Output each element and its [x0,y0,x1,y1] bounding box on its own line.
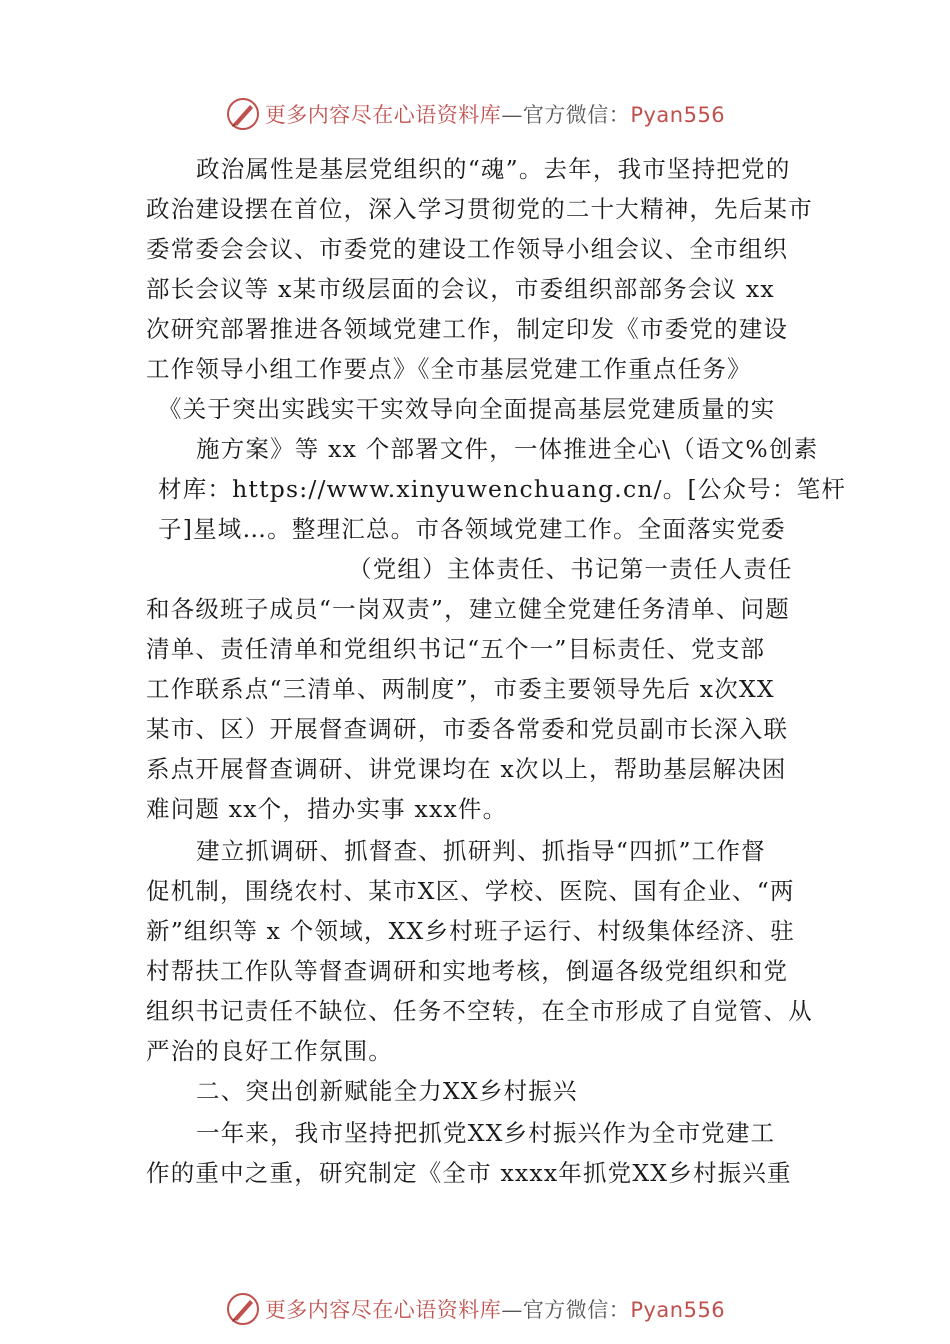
banner-wechat-id: Pyan556 [630,1298,726,1322]
pen-logo-icon [225,96,261,132]
banner-lead: 更多内容尽在心语资料库 [264,1298,502,1322]
header-banner [0,92,950,136]
text-line: 和各级班子成员“一岗双责”，建立健全党建任务清单、问题 [146,595,790,623]
text-line: 系点开展督查调研、讲党课均在 x次以上，帮助基层解决困 [146,755,787,783]
text-line: 难问题 xx个，措办实事 xxx件。 [146,795,508,823]
banner-text [265,1294,725,1324]
text-line: （党组）主体责任、书记第一责任人责任 [348,555,793,583]
text-line: 材库：https://www.xinyuwenchuang.cn/。[公众号：笔杆 [158,475,847,503]
text-line: 子]星域…。整理汇总。市各领域党建工作。全面落实党委 [158,515,786,543]
text-line: 严治的良好工作氛围。 [146,1037,393,1065]
text-line: 《关于突出实践实干实效导向全面提高基层党建质量的实 [158,395,776,423]
banner-wechat-id: Pyan556 [630,103,726,127]
text-line: 某市、区）开展督查调研，市委各常委和党员副市长深入联 [146,715,789,743]
text-line: 建立抓调研、抓督查、抓研判、抓指导“四抓”工作督 [196,837,766,865]
section-heading: 二、突出创新赋能全力XX乡村振兴 [196,1077,578,1105]
text-line: 促机制，围绕农村、某市X区、学校、医院、国有企业、“两 [146,877,795,905]
text-line: 次研究部署推进各领域党建工作，制定印发《市委党的建设 [146,315,789,343]
banner-lead: 更多内容尽在心语资料库 [264,103,502,127]
text-line: 村帮扶工作队等督查调研和实地考核，倒逼各级党组织和党 [146,957,789,985]
banner-wechat-label: —官方微信： [501,1298,631,1322]
text-line: 清单、责任清单和党组织书记“五个一”目标责任、党支部 [146,635,766,663]
footer-banner [0,1287,950,1331]
banner-text [265,99,725,129]
text-line: 工作联系点“三清单、两制度”，市委主要领导先后 x次XX [146,675,775,703]
banner-wechat-label: —官方微信： [501,103,631,127]
text-line: 新”组织等 x 个领域，XX乡村班子运行、村级集体经济、驻 [146,917,795,945]
text-line: 施方案》等 xx 个部署文件，一体推进全心\（语文%创素 [196,435,819,463]
text-line: 作的重中之重，研究制定《全市 xxxx年抓党XX乡村振兴重 [146,1159,792,1187]
text-line: 组织书记责任不缺位、任务不空转，在全市形成了自觉管、从 [146,997,813,1025]
text-line: 政治属性是基层党组织的“魂”。去年，我市坚持把党的 [196,155,791,183]
text-line: 工作领导小组工作要点》《全市基层党建工作重点任务》 [146,355,752,383]
text-line: 政治建设摆在首位，深入学习贯彻党的二十大精神，先后某市 [146,195,813,223]
text-line: 委常委会会议、市委党的建设工作领导小组会议、全市组织 [146,235,789,263]
text-line: 部长会议等 x某市级层面的会议，市委组织部部务会议 xx [146,275,775,303]
text-line: 一年来，我市坚持把抓党XX乡村振兴作为全市党建工 [196,1119,776,1147]
pen-logo-icon [225,1291,261,1327]
